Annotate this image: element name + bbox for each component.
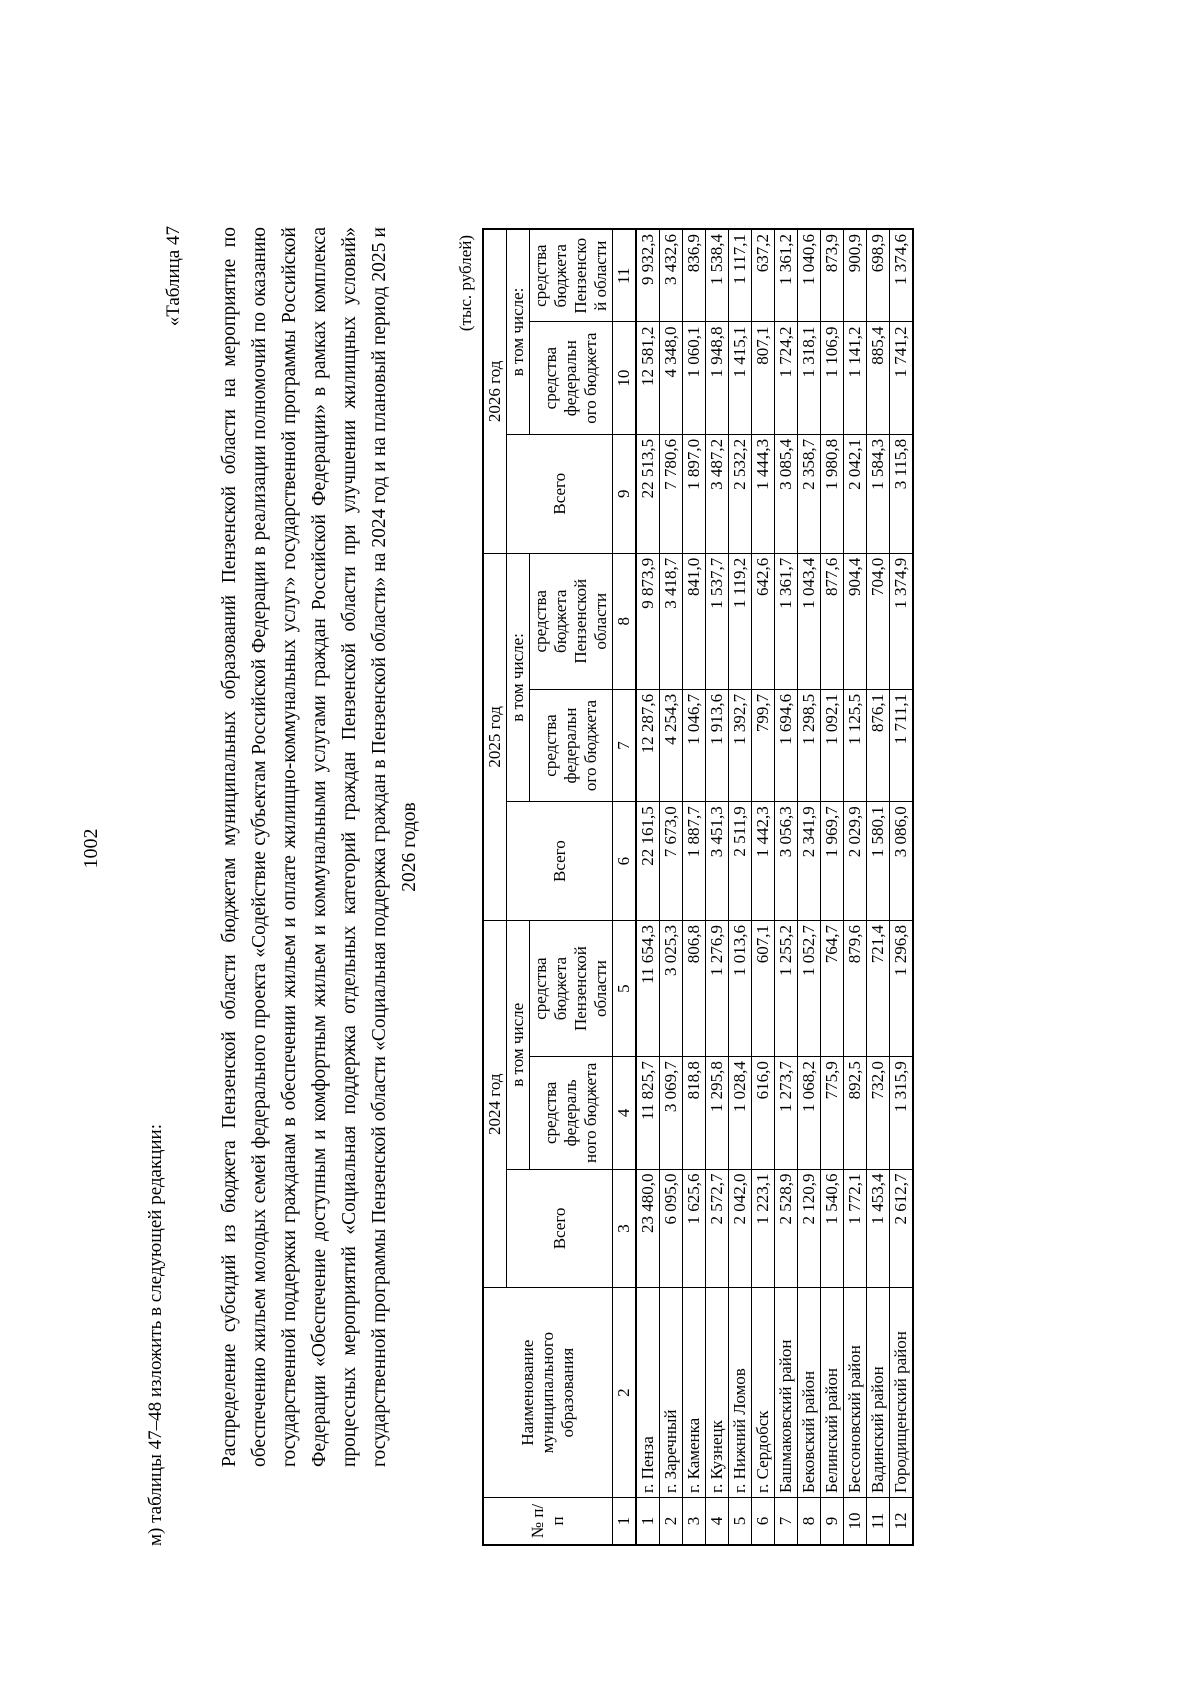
regional-2026: 1 374,6 (890, 229, 914, 322)
regional-2025: 642,6 (752, 553, 775, 689)
regional-2026: 637,2 (752, 229, 775, 322)
regional-2024: 806,8 (683, 921, 706, 1057)
regional-2024: 879,6 (844, 921, 867, 1057)
col-header-name: Наименование муниципального образования (483, 1288, 613, 1498)
total-2025: 7 673,0 (660, 802, 683, 921)
regional-2026: 1 040,6 (798, 229, 821, 322)
regional-2026: 900,9 (844, 229, 867, 322)
regional-2026: 698,9 (867, 229, 890, 322)
regional-2024: 1 013,6 (729, 921, 752, 1057)
col-header-num: № п/п (483, 1497, 613, 1545)
federal-2025: 1 125,5 (844, 689, 867, 801)
total-2025: 1 887,7 (683, 802, 706, 921)
total-2026: 2 532,2 (729, 434, 752, 553)
row-number: 10 (844, 1497, 867, 1545)
municipality-name: Бековский район (798, 1288, 821, 1498)
row-number: 4 (706, 1497, 729, 1545)
federal-2026: 4 348,0 (660, 322, 683, 434)
federal-2024: 11 825,7 (636, 1057, 660, 1169)
municipality-name: Башмаковский район (775, 1288, 798, 1498)
column-index: 2 (613, 1288, 637, 1498)
row-number: 8 (798, 1497, 821, 1545)
total-2024: 1 540,6 (821, 1169, 844, 1288)
federal-2024: 818,8 (683, 1057, 706, 1169)
regional-2025: 1 537,7 (706, 553, 729, 689)
total-2024: 23 480,0 (636, 1169, 660, 1288)
federal-2024: 1 295,8 (706, 1057, 729, 1169)
table-row (821, 229, 844, 1545)
row-number: 6 (752, 1497, 775, 1545)
column-index: 4 (613, 1057, 637, 1169)
regional-2026: 9 932,3 (636, 229, 660, 322)
regional-2026: 1 361,2 (775, 229, 798, 322)
row-number: 1 (636, 1497, 660, 1545)
federal-2024: 1 028,4 (729, 1057, 752, 1169)
column-index: 3 (613, 1169, 637, 1288)
regional-2025: 1 043,4 (798, 553, 821, 689)
total-2026: 7 780,6 (660, 434, 683, 553)
table-row (683, 229, 706, 1545)
federal-2026: 1 724,2 (775, 322, 798, 434)
total-2025: 2 029,9 (844, 802, 867, 921)
federal-2026: 1 318,1 (798, 322, 821, 434)
row-number: 11 (867, 1497, 890, 1545)
federal-2025: 1 694,6 (775, 689, 798, 801)
total-2026: 2 358,7 (798, 434, 821, 553)
total-2024: 2 572,7 (706, 1169, 729, 1288)
federal-2025: 1 392,7 (729, 689, 752, 801)
page-number: 1002 (80, 828, 102, 869)
federal-2026: 1 060,1 (683, 322, 706, 434)
col-header-federal-2025: средства федеральн ого бюджета (530, 689, 613, 801)
regional-2024: 721,4 (867, 921, 890, 1057)
total-2025: 22 161,5 (636, 802, 660, 921)
regional-2026: 836,9 (683, 229, 706, 322)
col-header-regional-2024: средства бюджета Пензенской области (530, 921, 613, 1057)
total-2026: 3 115,8 (890, 434, 914, 553)
regional-2026: 873,9 (821, 229, 844, 322)
column-index: 1 (613, 1497, 637, 1545)
row-number: 12 (890, 1497, 914, 1545)
municipality-name: г. Нижний Ломов (729, 1288, 752, 1498)
column-index-row (613, 229, 637, 1545)
federal-2025: 12 287,6 (636, 689, 660, 801)
total-2025: 1 969,7 (821, 802, 844, 921)
regional-2025: 3 418,7 (660, 553, 683, 689)
regional-2024: 11 654,3 (636, 921, 660, 1057)
col-header-regional-2026: средства бюджета Пензенско й области (530, 229, 613, 322)
col-header-2024: 2024 год (483, 921, 507, 1288)
total-2024: 2 042,0 (729, 1169, 752, 1288)
federal-2024: 775,9 (821, 1057, 844, 1169)
municipality-name: г. Заречный (660, 1288, 683, 1498)
federal-2024: 1 273,7 (775, 1057, 798, 1169)
total-2025: 3 056,3 (775, 802, 798, 921)
row-number: 7 (775, 1497, 798, 1545)
column-index: 6 (613, 802, 637, 921)
table-row (636, 229, 660, 1545)
total-2024: 6 095,0 (660, 1169, 683, 1288)
total-2024: 2 120,9 (798, 1169, 821, 1288)
municipality-name: г. Пенза (636, 1288, 660, 1498)
total-2024: 1 453,4 (867, 1169, 890, 1288)
regional-2025: 877,6 (821, 553, 844, 689)
column-index: 5 (613, 921, 637, 1057)
col-header-total-2024: Всего (507, 1169, 613, 1288)
total-2026: 1 584,3 (867, 434, 890, 553)
column-index: 7 (613, 689, 637, 801)
column-index: 8 (613, 553, 637, 689)
federal-2025: 1 711,1 (890, 689, 914, 801)
total-2024: 2 528,9 (775, 1169, 798, 1288)
table-row (867, 229, 890, 1545)
federal-2026: 1 415,1 (729, 322, 752, 434)
col-header-federal-2026: средства федеральн ого бюджета (530, 322, 613, 434)
regional-2025: 841,0 (683, 553, 706, 689)
total-2025: 2 341,9 (798, 802, 821, 921)
regional-2024: 764,7 (821, 921, 844, 1057)
table-row (752, 229, 775, 1545)
federal-2026: 1 106,9 (821, 322, 844, 434)
regional-2024: 1 296,8 (890, 921, 914, 1057)
column-index: 11 (613, 229, 637, 322)
regional-2025: 704,0 (867, 553, 890, 689)
total-2024: 1 772,1 (844, 1169, 867, 1288)
table-label: «Таблица 47 (163, 226, 184, 327)
col-header-2026: 2026 год (483, 229, 507, 553)
table-row (729, 229, 752, 1545)
federal-2025: 799,7 (752, 689, 775, 801)
row-number: 2 (660, 1497, 683, 1545)
table-row (660, 229, 683, 1545)
regional-2025: 9 873,9 (636, 553, 660, 689)
federal-2024: 616,0 (752, 1057, 775, 1169)
table-row (775, 229, 798, 1545)
total-2025: 3 086,0 (890, 802, 914, 921)
municipality-name: Белинский район (821, 1288, 844, 1498)
col-header-total-2025: Всего (507, 802, 613, 921)
table-row (890, 229, 914, 1545)
regional-2026: 3 432,6 (660, 229, 683, 322)
total-2026: 2 042,1 (844, 434, 867, 553)
regional-2025: 1 119,2 (729, 553, 752, 689)
regional-2026: 1 117,1 (729, 229, 752, 322)
total-2024: 2 612,7 (890, 1169, 914, 1288)
total-2026: 22 513,5 (636, 434, 660, 553)
row-number: 3 (683, 1497, 706, 1545)
federal-2024: 892,5 (844, 1057, 867, 1169)
col-header-including-2024: в том числе (507, 921, 530, 1170)
total-2026: 3 085,4 (775, 434, 798, 553)
col-header-federal-2024: средства федераль ного бюджета (530, 1057, 613, 1169)
federal-2024: 3 069,7 (660, 1057, 683, 1169)
federal-2026: 807,1 (752, 322, 775, 434)
regional-2024: 1 276,9 (706, 921, 729, 1057)
col-header-regional-2025: средства бюджета Пензенской области (530, 553, 613, 689)
units-label: (тыс. рублей) (456, 235, 475, 332)
total-2026: 1 444,3 (752, 434, 775, 553)
municipality-name: г. Сердобск (752, 1288, 775, 1498)
column-index: 10 (613, 322, 637, 434)
regional-2024: 607,1 (752, 921, 775, 1057)
subsidy-table (482, 228, 914, 1546)
col-header-including-2025: в том числе: (507, 553, 530, 802)
total-2026: 1 980,8 (821, 434, 844, 553)
regional-2024: 3 025,3 (660, 921, 683, 1057)
federal-2026: 1 948,8 (706, 322, 729, 434)
federal-2025: 1 298,5 (798, 689, 821, 801)
federal-2024: 732,0 (867, 1057, 890, 1169)
col-header-including-2026: в том числе: (507, 229, 530, 434)
total-2024: 1 625,6 (683, 1169, 706, 1288)
municipality-name: г. Каменка (683, 1288, 706, 1498)
federal-2025: 4 254,3 (660, 689, 683, 801)
table-heading: Распределение субсидий из бюджета Пензенской области бюджетам муниципальных образований Пензенской области на мероприятие по обеспечению жильем молодых семей федерального проекта «Содействие субъектам Российской Федерации в реализации полномочий по оказанию государственной поддержки гражданам в обеспечении жильем и оплате жилищно-коммунальных услуг» государственной программы Российской Федерации «Обеспечение доступным и комфортным жильем и коммунальными услугами граждан Российской Федерации» в рамках комплекса процессных мероприятий «Социальная поддержка отдельных категорий граждан Пензенской области при улучшении жилищных условий» государственной программы Пензенской области «Социальная поддержка граждан в Пензенской области» на 2024 год и на плановый период 2025 и 2026 годов (219, 227, 420, 1467)
municipality-name: г. Кузнецк (706, 1288, 729, 1498)
total-2024: 1 223,1 (752, 1169, 775, 1288)
column-index: 9 (613, 434, 637, 553)
regional-2024: 1 052,7 (798, 921, 821, 1057)
total-2025: 1 580,1 (867, 802, 890, 921)
table-row (798, 229, 821, 1545)
federal-2024: 1 068,2 (798, 1057, 821, 1169)
municipality-name: Городищенский район (890, 1288, 914, 1498)
federal-2025: 1 913,6 (706, 689, 729, 801)
total-2025: 2 511,9 (729, 802, 752, 921)
total-2025: 3 451,3 (706, 802, 729, 921)
col-header-total-2026: Всего (507, 434, 613, 553)
federal-2026: 885,4 (867, 322, 890, 434)
table-row (706, 229, 729, 1545)
federal-2025: 1 046,7 (683, 689, 706, 801)
total-2025: 1 442,3 (752, 802, 775, 921)
table-row (844, 229, 867, 1545)
municipality-name: Бессоновский район (844, 1288, 867, 1498)
total-2026: 3 487,2 (706, 434, 729, 553)
federal-2024: 1 315,9 (890, 1057, 914, 1169)
municipality-name: Вадинский район (867, 1288, 890, 1498)
federal-2026: 12 581,2 (636, 322, 660, 434)
regional-2025: 904,4 (844, 553, 867, 689)
federal-2026: 1 141,2 (844, 322, 867, 434)
federal-2025: 876,1 (867, 689, 890, 801)
regional-2024: 1 255,2 (775, 921, 798, 1057)
intro-text: м) таблицы 47–48 изложить в следующей редакции: (145, 1124, 166, 1546)
federal-2026: 1 741,2 (890, 322, 914, 434)
col-header-2025: 2025 год (483, 553, 507, 920)
row-number: 9 (821, 1497, 844, 1545)
regional-2026: 1 538,4 (706, 229, 729, 322)
federal-2025: 1 092,1 (821, 689, 844, 801)
total-2026: 1 897,0 (683, 434, 706, 553)
row-number: 5 (729, 1497, 752, 1545)
regional-2025: 1 361,7 (775, 553, 798, 689)
regional-2025: 1 374,9 (890, 553, 914, 689)
